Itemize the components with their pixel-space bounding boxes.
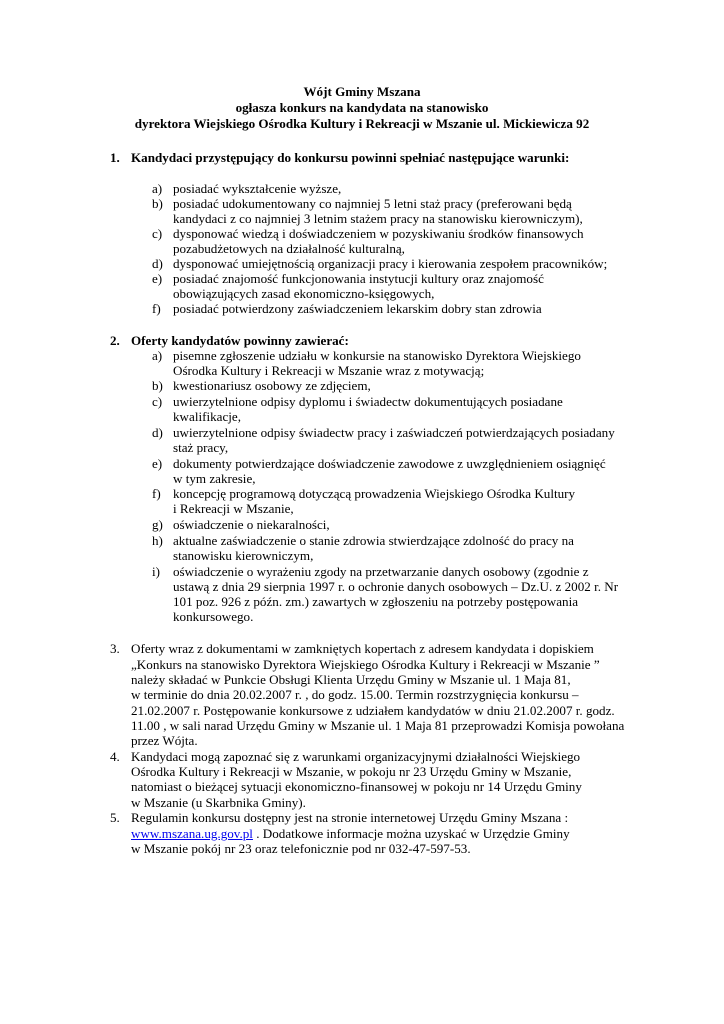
list-item-text: dokumenty potwierdzające doświadczenie zawodowe z uwzględnieniem osiągnięć [173, 456, 606, 471]
list-item-text: stanowisku kierowniczym, [173, 548, 314, 563]
list-item-text: kwestionariusz osobowy ze zdjęciem, [173, 378, 371, 393]
section-5-number: 5. [110, 810, 120, 825]
list-item-text: uwierzytelnione odpisy świadectw pracy i zaświadczeń potwierdzających posiadany [173, 425, 615, 440]
section-2-title: Oferty kandydatów powinny zawierać: [131, 333, 349, 348]
list-item-text: posiadać potwierdzony zaświadczeniem lekarskim dobry stan zdrowia [173, 301, 542, 316]
list-item-letter: d) [152, 256, 163, 271]
list-item-letter: d) [152, 425, 163, 440]
list-item-text: 101 poz. 926 z późn. zm.) zawartych w zgłoszeniu na potrzeby postępowania [173, 594, 579, 609]
list-item-text: konkursowego. [173, 609, 254, 624]
section-5-text: Regulamin konkursu dostępny jest na stronie internetowej Urzędu Gminy Mszana : [131, 810, 569, 825]
list-item-text: ustawą z dnia 29 sierpnia 1997 r. o ochronie danych osobowych – Dz.U. z 2002 r. Nr [173, 579, 619, 594]
title-line-3: dyrektora Wiejskiego Ośrodka Kultury i Rekreacji w Mszanie ul. Mickiewicza 92 [134, 116, 590, 131]
list-item-letter: e) [152, 456, 163, 471]
section-4-text: Kandydaci mogą zapoznać się z warunkami organizacyjnymi działalności Wiejskiego [131, 749, 581, 764]
section-1-number: 1. [110, 150, 120, 165]
section-3-text: „Konkurs na stanowisko Dyrektora Wiejskiego Ośrodka Kultury i Rekreacji w Mszanie ” [131, 657, 600, 672]
title-line-1: Wójt Gminy Mszana [303, 84, 421, 99]
list-item-text: i Rekreacji w Mszanie, [173, 501, 294, 516]
list-item-letter: i) [152, 564, 160, 579]
list-item-letter: c) [152, 226, 163, 241]
list-item-text: pisemne zgłoszenie udziału w konkursie na stanowisko Dyrektora Wiejskiego [173, 348, 581, 363]
list-item-text: staż pracy, [173, 440, 229, 455]
list-item-text: pozabudżetowych na działalność kulturalną, [173, 241, 405, 256]
list-item-letter: g) [152, 517, 163, 532]
list-item-text: Ośrodka Kultury i Rekreacji w Mszanie wraz z motywacją; [173, 363, 485, 378]
section-4-text: natomiast o bieżącej sytuacji ekonomiczno-finansowej w pokoju nr 14 Urzędu Gminy [131, 779, 582, 794]
section-3-text: przez Wójta. [131, 733, 198, 748]
list-item-text: oświadczenie o wyrażeniu zgody na przetwarzanie danych osobowy (zgodnie z [173, 564, 589, 579]
list-item-text: dysponować umiejętnością organizacji pracy i kierowania zespołem pracowników; [173, 256, 608, 271]
list-item-text: kwalifikacje, [173, 409, 241, 424]
section-5-line-2 [131, 826, 570, 842]
list-item-text: posiadać wykształcenie wyższe, [173, 181, 342, 196]
section-3-number: 3. [110, 641, 120, 656]
title-line-2: ogłasza konkurs na kandydata na stanowisko [235, 100, 489, 115]
list-item-letter: h) [152, 533, 163, 548]
section-3-text: Oferty wraz z dokumentami w zamkniętych kopertach z adresem kandydata i dopiskiem [131, 641, 594, 656]
list-item-text: kandydaci z co najmniej 3 letnim stażem pracy na stanowisku kierowniczym), [173, 211, 583, 226]
list-item-text: posiadać udokumentowany co najmniej 5 letni staż pracy (preferowani będą [173, 196, 572, 211]
list-item-text: dysponować wiedzą i doświadczeniem w pozyskiwaniu środków finansowych [173, 226, 584, 241]
list-item-text: aktualne zaświadczenie o stanie zdrowia stwierdzające zdolność do pracy na [173, 533, 574, 548]
section-3-text: w terminie do dnia 20.02.2007 r. , do godz. 15.00. Termin rozstrzygnięcia konkursu – [131, 687, 579, 702]
section-2-number: 2. [110, 333, 120, 348]
list-item-text: posiadać znajomość funkcjonowania instytucji kultury oraz znajomość [173, 271, 544, 286]
section-3-text: 21.02.2007 r. Postępowanie konkursowe z udziałem kandydatów w dniu 21.02.2007 r. godz. [131, 703, 615, 718]
list-item-letter: f) [152, 301, 161, 316]
list-item-letter: b) [152, 196, 163, 211]
section-1-title: Kandydaci przystępujący do konkursu powinni spełniać następujące warunki: [131, 150, 570, 165]
section-4-text: w Mszanie (u Skarbnika Gminy). [131, 795, 306, 810]
list-item-text: obowiązujących zasad ekonomiczno-księgowych, [173, 286, 435, 301]
list-item-letter: a) [152, 348, 163, 363]
list-item-letter: a) [152, 181, 163, 196]
list-item-text: w tym zakresie, [173, 471, 256, 486]
list-item-letter: b) [152, 378, 163, 393]
list-item-text: koncepcję programową dotyczącą prowadzenia Wiejskiego Ośrodka Kultury [173, 486, 576, 501]
list-item-text: uwierzytelnione odpisy dyplomu i świadectw dokumentujących posiadane [173, 394, 563, 409]
section-4-text: Ośrodka Kultury i Rekreacji w Mszanie, w pokoju nr 23 Urzędu Gminy w Mszanie, [131, 764, 572, 779]
list-item-text: oświadczenie o niekaralności, [173, 517, 330, 532]
section-3-text: 11.00 , w sali narad Urzędu Gminy w Mszanie ul. 1 Maja 81 przeprowadzi Komisja powołana [131, 718, 625, 733]
section-5-text: . Dodatkowe informacje można uzyskać w Urzędzie Gminy [252, 826, 570, 841]
list-item-letter: c) [152, 394, 163, 409]
list-item-letter: f) [152, 486, 161, 501]
section-5-text: w Mszanie pokój nr 23 oraz telefonicznie pod nr 032-47-597-53. [131, 841, 471, 856]
section-3-text: należy składać w Punkcie Obsługi Klienta Urzędu Gminy w Mszanie ul. 1 Maja 81, [131, 672, 571, 687]
list-item-letter: e) [152, 271, 163, 286]
section-4-number: 4. [110, 749, 120, 764]
website-link[interactable]: www.mszana.ug.gov.pl [131, 826, 253, 841]
